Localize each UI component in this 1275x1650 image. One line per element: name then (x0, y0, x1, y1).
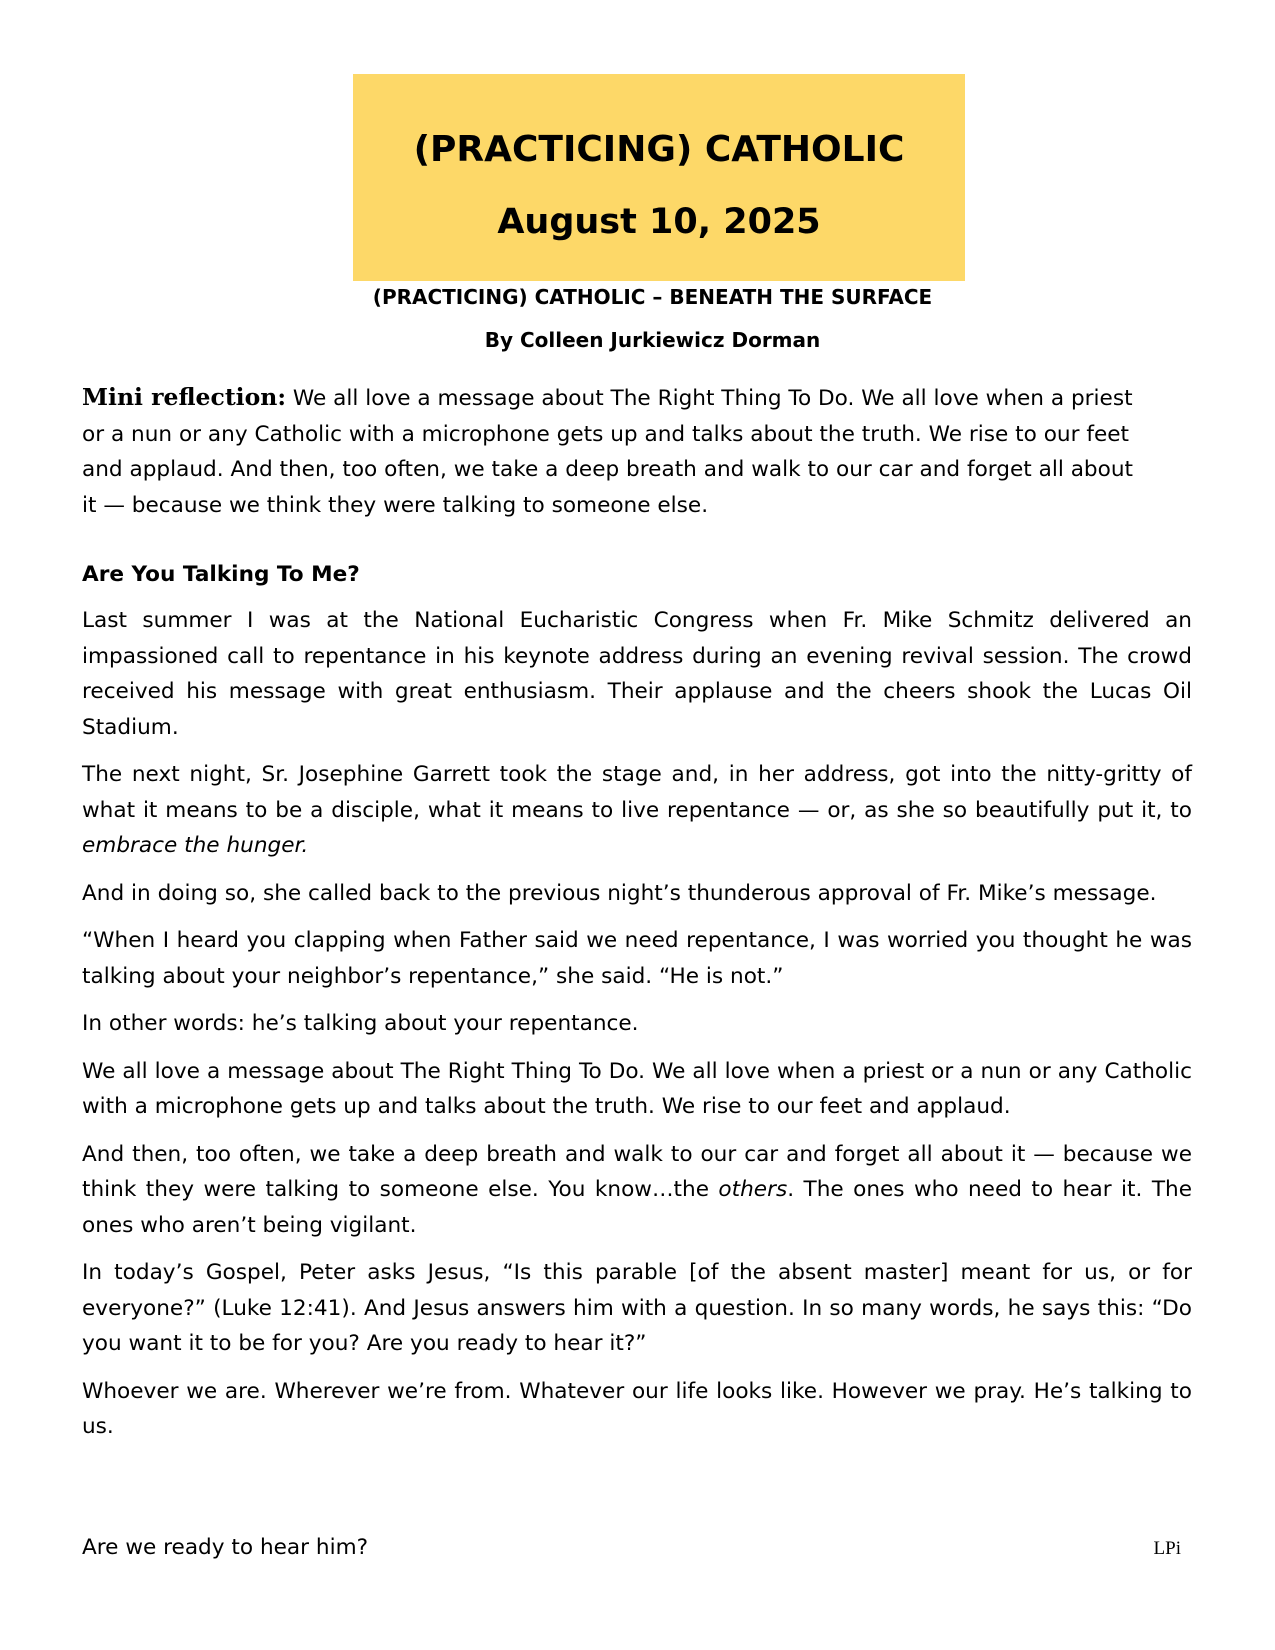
paragraph-6: We all love a message about The Right Thing To Do. We all love when a priest or a nun or any Catholic with a microphone gets up and talks about the truth. We rise to our feet and applaud. (82, 1058, 1192, 1119)
paragraph-1: Last summer I was at the National Eucharistic Congress when Fr. Mike Schmitz delivered an impassioned call to repentance in his keynote address during an evening revival session. The crowd received his message with great enthusiasm. Their applause and the cheers shook the Lucas Oil Stadium. (82, 608, 1192, 740)
article-subtitle: (PRACTICING) CATHOLIC – BENEATH THE SURFACE (372, 285, 933, 309)
paragraph-3: And in doing so, she called back to the previous night’s thunderous approval of Fr. Mike’s message. (82, 880, 1157, 906)
article-byline: By Colleen Jurkiewicz Dorman (484, 328, 821, 352)
title-banner (353, 74, 965, 281)
mini-reflection-text: We all love a message about The Right Thing To Do. We all love when a priest or a nun or any Catholic with a microphone gets up and talks about the truth. We rise to our feet and applaud. And then, too often, we take a deep breath and walk to our car and forget all about it — because we think they were talking to someone else. (82, 386, 1134, 518)
section-heading: Are You Talking To Me? (82, 562, 360, 587)
mini-reflection (82, 380, 1142, 523)
paragraph-4: “When I heard you clapping when Father said we need repentance, I was worried you thought he was talking about your neighbor’s repentance,” she said. “He is not.” (82, 928, 1192, 989)
paragraph-8: In today’s Gospel, Peter asks Jesus, “Is this parable [of the absent master] meant for us, or for everyone?” (Luke 12:41). And Jesus answers him with a question. In so many words, he says this: “Do you want it to be for you? Are you ready to hear it?” (82, 1260, 1192, 1356)
paragraph-7-emphasis: others (718, 1177, 788, 1202)
paragraph-7-text-end: . The ones who need to hear it. The ones who aren’t being vigilant. (82, 1177, 1192, 1238)
paragraph-2-text: The next night, Sr. Josephine Garrett took the stage and, in her address, got into the nitty-gritty of what it means to be a disciple, what it means to live repentance — or, as she so beautifully put it, to (82, 762, 1192, 823)
paragraph-5: In other words: he’s talking about your repentance. (82, 1011, 639, 1036)
article-body (82, 557, 1192, 1457)
publisher-mark: LPi (1153, 1538, 1181, 1559)
paragraph-2 (82, 757, 1192, 864)
paragraph-9: Whoever we are. Wherever we’re from. Whatever our life looks like. However we pray. He’s talking to us. (82, 1378, 1192, 1439)
paragraph-7-text-start: And then, too often, we take a deep breath and walk to our car and forget all about it — because we think they were talking to someone else. You know…the (82, 1141, 1192, 1202)
mini-reflection-label: Mini reflection: (82, 383, 287, 411)
paragraph-7 (82, 1137, 1192, 1244)
paragraph-2-emphasis: embrace the hunger. (82, 833, 309, 858)
page-title: (PRACTICING) CATHOLIC (413, 129, 905, 170)
closing-question: Are we ready to hear him? (82, 1535, 369, 1560)
page-date: August 10, 2025 (497, 202, 821, 242)
